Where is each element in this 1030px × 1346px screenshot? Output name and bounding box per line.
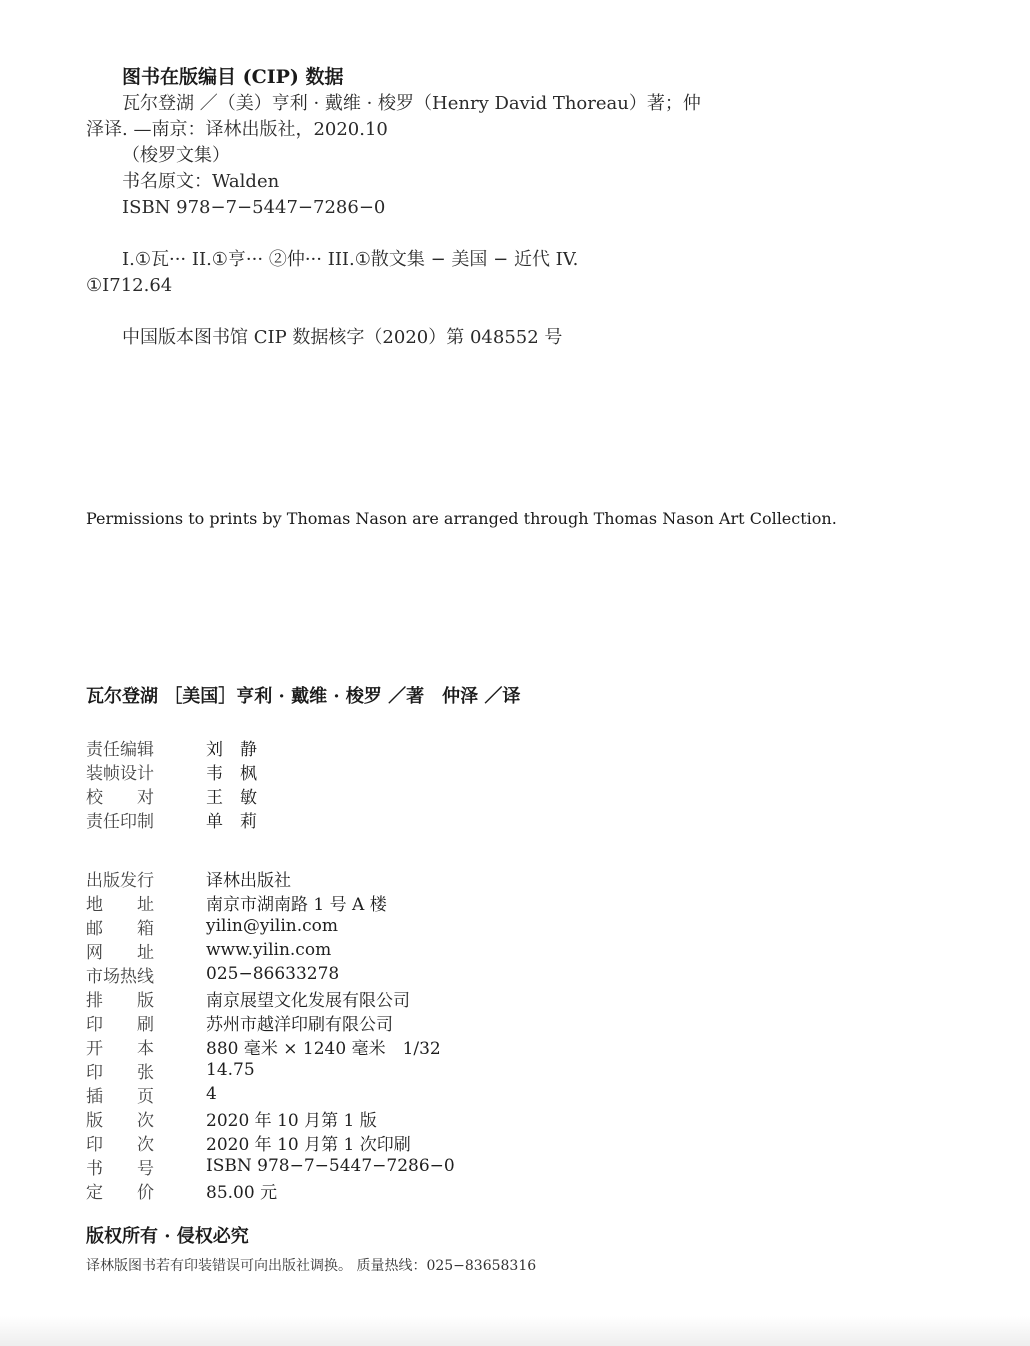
detail-row-value: 880 毫米 × 1240 毫米 1/32 xyxy=(206,1038,441,1059)
cip-line-2: 泽译. —南京：译林出版社，2020.10 xyxy=(86,119,388,140)
cip-title: 图书在版编目 (CIP) 数据 xyxy=(122,66,344,88)
detail-row-value: 译林出版社 xyxy=(206,870,291,891)
detail-row xyxy=(86,891,387,913)
detail-row xyxy=(86,1155,455,1177)
staff-row-label: 责任编辑 xyxy=(86,739,154,760)
staff-row xyxy=(86,784,257,806)
detail-row xyxy=(86,1011,393,1033)
detail-row-label: 印 张 xyxy=(86,1062,154,1083)
detail-row xyxy=(86,963,339,985)
detail-row-value: 025−86633278 xyxy=(206,964,340,984)
detail-row-value: 2020 年 10 月第 1 次印刷 xyxy=(206,1134,411,1155)
detail-row-value: 4 xyxy=(206,1084,217,1104)
cip-line-4: 书名原文：Walden xyxy=(122,171,280,192)
copyright-notice: 版权所有 · 侵权必究 xyxy=(86,1226,249,1247)
cip-line-5: ISBN 978−7−5447−7286−0 xyxy=(122,197,386,218)
staff-row-value: 韦 枫 xyxy=(206,763,257,784)
detail-row-value: 14.75 xyxy=(206,1060,255,1080)
staff-row-label: 装帧设计 xyxy=(86,763,154,784)
detail-row xyxy=(86,1083,217,1105)
cip-line-1: 瓦尔登湖 ／（美）亨利 · 戴维 · 梭罗（Henry David Thoreau）著；仲 xyxy=(122,93,701,114)
staff-row-label: 责任印制 xyxy=(86,811,154,832)
staff-row xyxy=(86,808,257,830)
page-bottom-shade xyxy=(0,1316,1030,1346)
detail-row-value: 南京市湖南路 1 号 A 楼 xyxy=(206,894,387,915)
detail-row-label: 插 页 xyxy=(86,1086,154,1107)
detail-row-label: 地 址 xyxy=(86,894,154,915)
detail-row-label: 排 版 xyxy=(86,990,154,1011)
detail-row xyxy=(86,1035,441,1057)
detail-row-value: www.yilin.com xyxy=(206,940,332,960)
staff-row-value: 王 敏 xyxy=(206,787,257,808)
detail-row xyxy=(86,867,291,889)
detail-row-label: 版 次 xyxy=(86,1110,154,1131)
detail-row-value: 苏州市越洋印刷有限公司 xyxy=(206,1014,393,1035)
cip-line-7: ①I712.64 xyxy=(86,275,173,296)
detail-row-value: 南京展望文化发展有限公司 xyxy=(206,990,410,1011)
book-title-line: 瓦尔登湖 ［美国］亨利 · 戴维 · 梭罗 ／著 仲泽 ／译 xyxy=(86,686,521,707)
detail-row-label: 定 价 xyxy=(86,1182,154,1203)
detail-row-value: 2020 年 10 月第 1 版 xyxy=(206,1110,377,1131)
detail-row-label: 出版发行 xyxy=(86,870,154,891)
detail-row-label: 市场热线 xyxy=(86,966,154,987)
detail-row xyxy=(86,1131,411,1153)
permission-note: Permissions to prints by Thomas Nason are arranged through Thomas Nason Art Collection. xyxy=(86,509,837,528)
detail-row-label: 网 址 xyxy=(86,942,154,963)
detail-row-value: ISBN 978−7−5447−7286−0 xyxy=(206,1156,455,1176)
staff-row xyxy=(86,736,257,758)
quality-notice: 译林版图书若有印装错误可向出版社调换。 质量热线：025−83658316 xyxy=(86,1258,537,1274)
detail-row xyxy=(86,939,331,961)
detail-row-label: 印 次 xyxy=(86,1134,154,1155)
cip-line-3: （梭罗文集） xyxy=(122,145,230,166)
detail-row xyxy=(86,1179,277,1201)
cip-line-8: 中国版本图书馆 CIP 数据核字（2020）第 048552 号 xyxy=(122,327,563,348)
detail-row-label: 邮 箱 xyxy=(86,918,154,939)
staff-row-label: 校 对 xyxy=(86,787,154,808)
cip-line-6: I.①瓦··· II.①亨··· ②仲··· III.①散文集 − 美国 − 近代 IV. xyxy=(122,249,579,270)
staff-row-value: 刘 静 xyxy=(206,739,257,760)
detail-row-label: 开 本 xyxy=(86,1038,154,1059)
detail-row-value: yilin@yilin.com xyxy=(206,916,339,936)
detail-row-value: 85.00 元 xyxy=(206,1182,278,1203)
detail-row-label: 书 号 xyxy=(86,1158,154,1179)
staff-row-value: 单 莉 xyxy=(206,811,257,832)
staff-row xyxy=(86,760,257,782)
detail-row xyxy=(86,987,410,1009)
detail-row-label: 印 刷 xyxy=(86,1014,154,1035)
detail-row xyxy=(86,1059,255,1081)
detail-row xyxy=(86,915,338,937)
detail-row xyxy=(86,1107,377,1129)
